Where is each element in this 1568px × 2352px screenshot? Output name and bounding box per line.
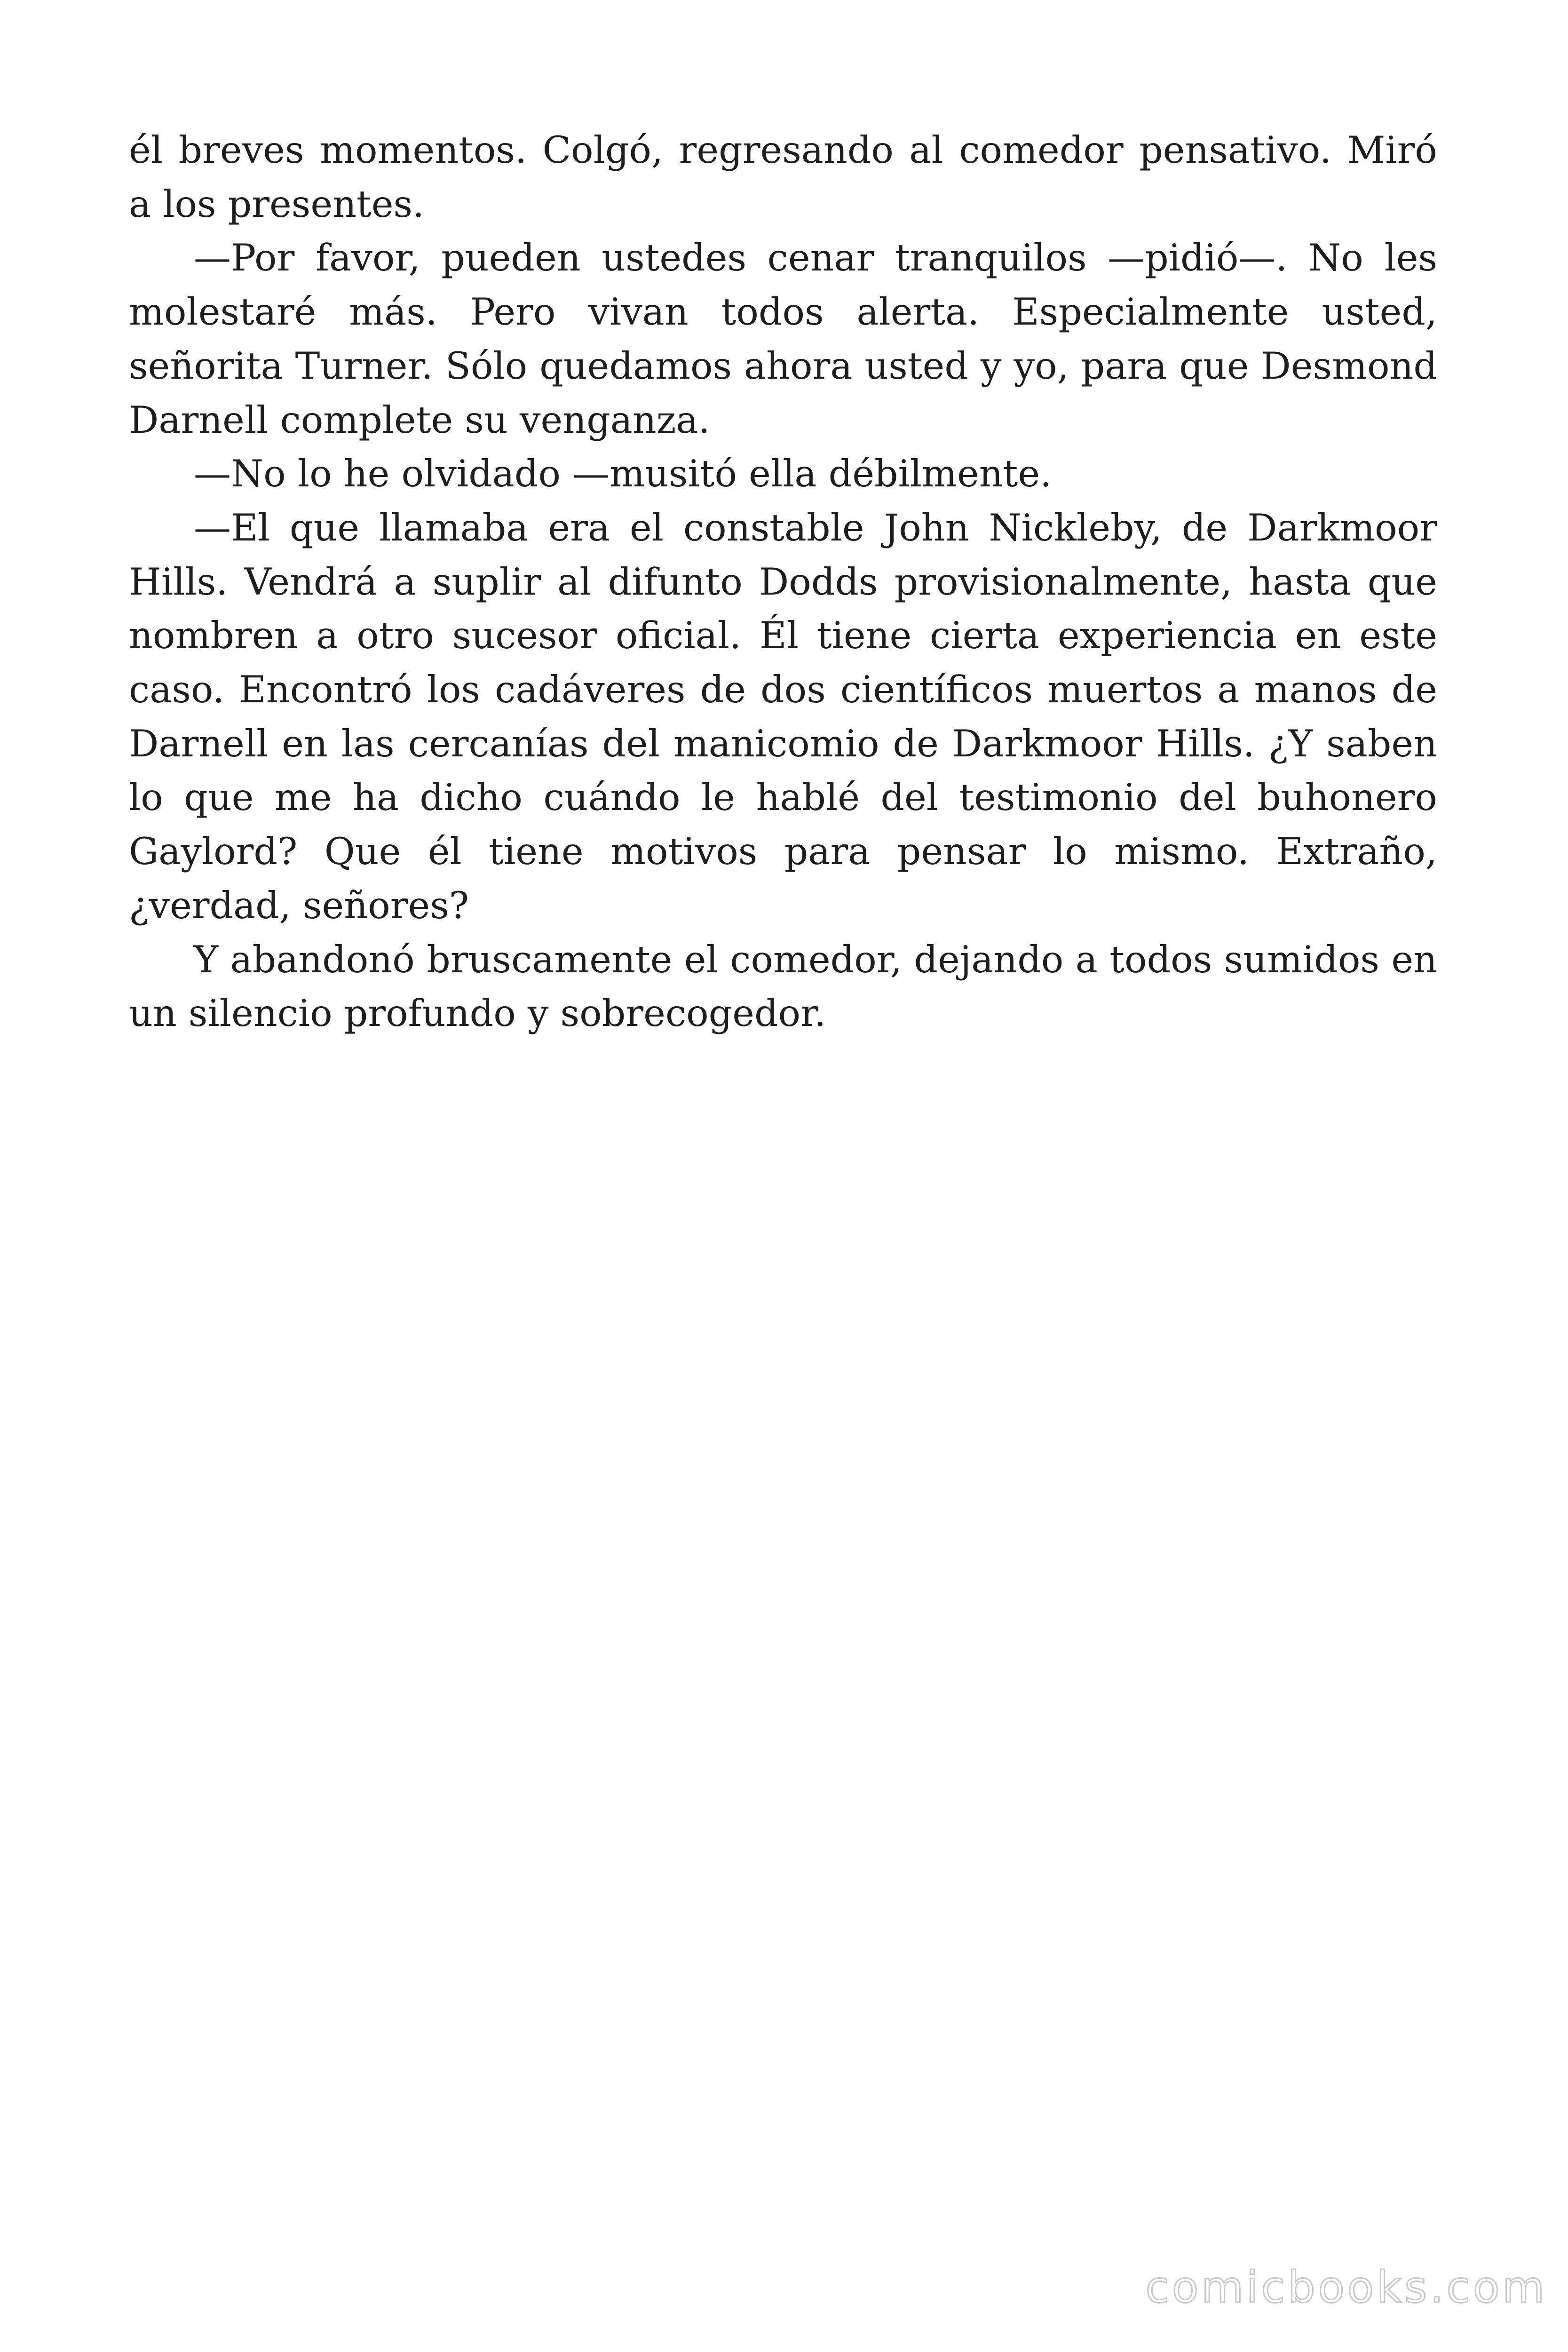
watermark: comicbooks.com bbox=[1145, 2262, 1547, 2312]
paragraph-continuation: él breves momentos. Colgó, regresando al comedor pensativo. Miró a los presentes. bbox=[129, 128, 1437, 226]
paragraph-closing: Y abandonó bruscamente el comedor, dejando a todos sumidos en un silencio profundo y sobrecogedor. bbox=[129, 938, 1437, 1035]
paragraph-dialogue-no-lo-he-olvidado: —No lo he olvidado —musitó ella débilmente. bbox=[194, 452, 1052, 496]
paragraph-dialogue-el-que-llamaba: —El que llamaba era el constable John Nickleby, de Darkmoor Hills. Vendrá a suplir al difunto Dodds provisionalmente, hasta que nombren a otro sucesor oficial. Él tiene cierta experiencia en este caso. Encontró los cadáveres de dos científicos muertos a manos de Darnell en las cercanías del manicomio de Darkmoor Hills. ¿Y saben lo que me ha dicho cuándo le hablé del testimonio del buhonero Gaylord? Que él tiene motivos para pensar lo mismo. Extraño, ¿verdad, señores? bbox=[129, 506, 1437, 927]
paragraph-dialogue-por-favor: —Por favor, pueden ustedes cenar tranquilos —pidió—. No les molestaré más. Pero vivan todos alerta. Especialmente usted, señorita Turner. Sólo quedamos ahora usted y yo, para que Desmond Darnell complete su venganza. bbox=[129, 236, 1437, 442]
page-body-text bbox=[129, 123, 1437, 1041]
